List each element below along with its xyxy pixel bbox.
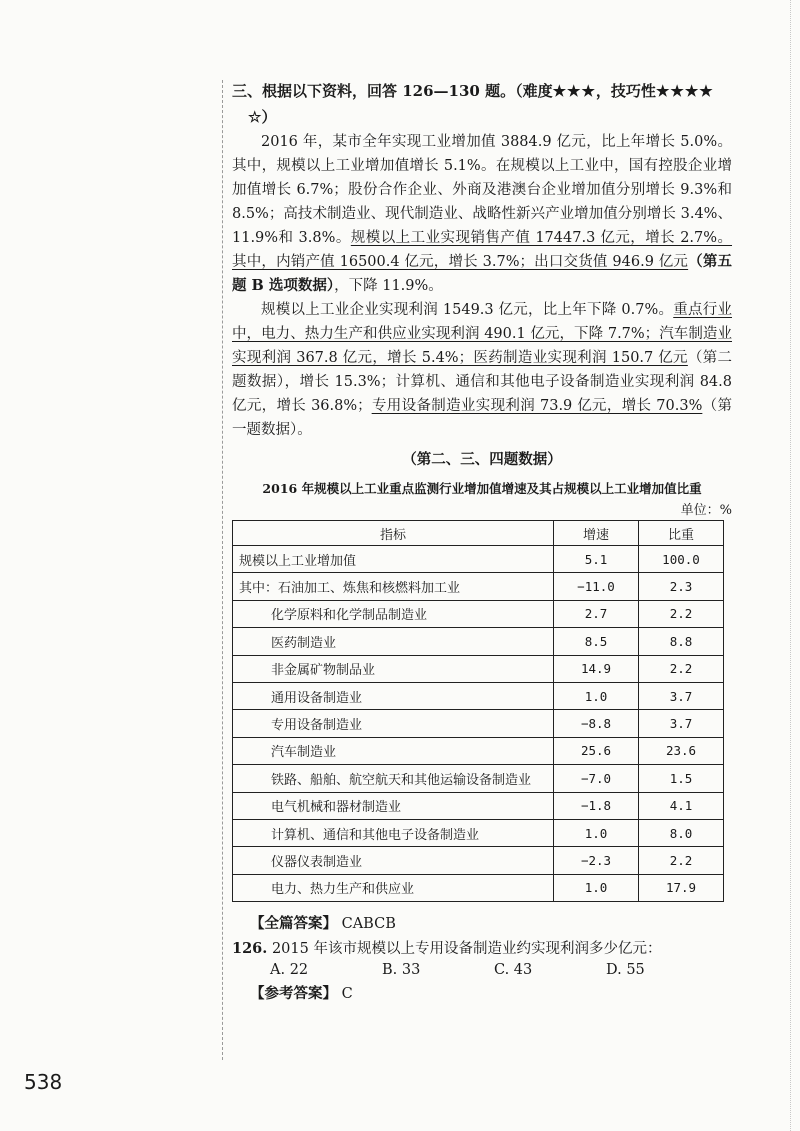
underlined-profit-data: 重点行业中，电力、热力生产和供应业实现利润 490.1 亿元，下降 7.7%；汽车制造业实现利润 367.8 亿元，增长 5.4%；医药制造业实现利润 150.7 亿元 bbox=[232, 302, 732, 366]
option-c: C. 43 bbox=[494, 962, 533, 979]
left-margin-line bbox=[222, 80, 227, 1060]
right-margin-line bbox=[790, 0, 792, 1131]
document-body bbox=[232, 78, 732, 1003]
table-row: 其中：石油加工、炼焦和核燃料加工业 −11.0 2.3 bbox=[233, 573, 724, 600]
difficulty-stars: ★★★ bbox=[552, 82, 596, 100]
reference-answer bbox=[250, 982, 732, 1003]
question-text: 2015 年该市规模以上专用设备制造业约实现利润多少亿元： bbox=[271, 941, 662, 958]
question-126 bbox=[232, 937, 732, 958]
option-b: B. 33 bbox=[382, 962, 421, 979]
full-answer bbox=[250, 912, 732, 933]
skill-stars: ★★★★ bbox=[655, 82, 714, 100]
table-header-row bbox=[233, 521, 724, 546]
data-note: （第二、三、四题数据） bbox=[402, 451, 562, 468]
table-row: 电力、热力生产和供应业 1.0 17.9 bbox=[233, 874, 724, 901]
reference-answer-label: 【参考答案】 bbox=[250, 985, 337, 1003]
question-number: 126. bbox=[232, 940, 268, 958]
table-row: 计算机、通信和其他电子设备制造业 1.0 8.0 bbox=[233, 819, 724, 846]
table-row: 化学原料和化学制品制造业 2.7 2.2 bbox=[233, 600, 724, 627]
question-options bbox=[270, 962, 732, 978]
table-row: 电气机械和器材制造业 −1.8 4.1 bbox=[233, 792, 724, 819]
paragraph-industry-output: 2016 年，某市全年实现工业增加值 3884.9 亿元，比上年增长 5.0%。其中，规模以上工业增加值增长 5.1%。在规模以上工业中，国有控股企业增加值增长 6.7%；股份合作企业、外商及港澳台企业增加值分别增长 9.3%和 8.5%；高技术制造业、现代制造业、战略性新兴产业增加值分别增长 3.4%、11.9%和 3.8%。规模以上工业实现销售产值 17447.3 亿元，增长 2.7%。其中，内销产值 16500.4 亿元，增长 3.7%；出口交货值 946.9 亿元（第五题 B 选项数据），下降 11.9%。 bbox=[232, 134, 733, 294]
page-number: 538 bbox=[24, 1070, 63, 1094]
table-row: 专用设备制造业 −8.8 3.7 bbox=[233, 710, 724, 737]
table-row: 医药制造业 8.5 8.8 bbox=[233, 628, 724, 655]
option-d: D. 55 bbox=[606, 962, 645, 979]
header-share: 比重 bbox=[639, 521, 724, 546]
header-indicator: 指标 bbox=[233, 521, 554, 546]
full-answer-value: CABCB bbox=[341, 916, 396, 933]
paragraph-profit: 规模以上工业企业实现利润 1549.3 亿元，比上年下降 0.7%。重点行业中，电力、热力生产和供应业实现利润 490.1 亿元，下降 7.7%；汽车制造业实现利润 367.8 亿元，增长 5.4%；医药制造业实现利润 150.7 亿元（第二题数据），增长 15.3%；计算机、通信和其他电子设备制造业实现利润 84.8 亿元，增长 36.8%；专用设备制造业实现利润 73.9 亿元，增长 70.3%（第一题数据）。 bbox=[232, 302, 733, 438]
reference-answer-value: C bbox=[341, 986, 353, 1003]
underlined-special-equipment: 专用设备制造业实现利润 73.9 亿元，增长 70.3% bbox=[371, 398, 703, 414]
annotation-q1: （第一题数据） bbox=[232, 398, 732, 438]
table-row: 规模以上工业增加值 5.1 100.0 bbox=[233, 546, 724, 573]
header-growth: 增速 bbox=[554, 521, 639, 546]
half-star: ☆） bbox=[248, 108, 277, 126]
full-answer-label: 【全篇答案】 bbox=[250, 915, 337, 933]
table-row: 通用设备制造业 1.0 3.7 bbox=[233, 682, 724, 709]
section-heading: 三、根据以下资料，回答 126—130 题。（难度★★★，技巧性★★★★ ☆） bbox=[232, 82, 714, 126]
annotation-q2: （第二题数据） bbox=[232, 350, 733, 390]
table-unit: 单位：% bbox=[680, 503, 732, 518]
underlined-sales-data: 规模以上工业实现销售产值 17447.3 亿元，增长 2.7%。其中，内销产值 16500.4 亿元，增长 3.7%；出口交货值 946.9 亿元 bbox=[232, 230, 733, 270]
annotation-q5: （第五题 B 选项数据） bbox=[232, 253, 733, 294]
table-row: 非金属矿物制品业 14.9 2.2 bbox=[233, 655, 724, 682]
option-a: A. 22 bbox=[270, 962, 309, 979]
industry-table bbox=[232, 520, 724, 902]
table-row: 汽车制造业 25.6 23.6 bbox=[233, 737, 724, 764]
table-row: 仪器仪表制造业 −2.3 2.2 bbox=[233, 847, 724, 874]
table-title: 2016 年规模以上工业重点监测行业增加值增速及其占规模以上工业增加值比重 bbox=[262, 481, 702, 496]
table-row: 铁路、船舶、航空航天和其他运输设备制造业 −7.0 1.5 bbox=[233, 765, 724, 792]
